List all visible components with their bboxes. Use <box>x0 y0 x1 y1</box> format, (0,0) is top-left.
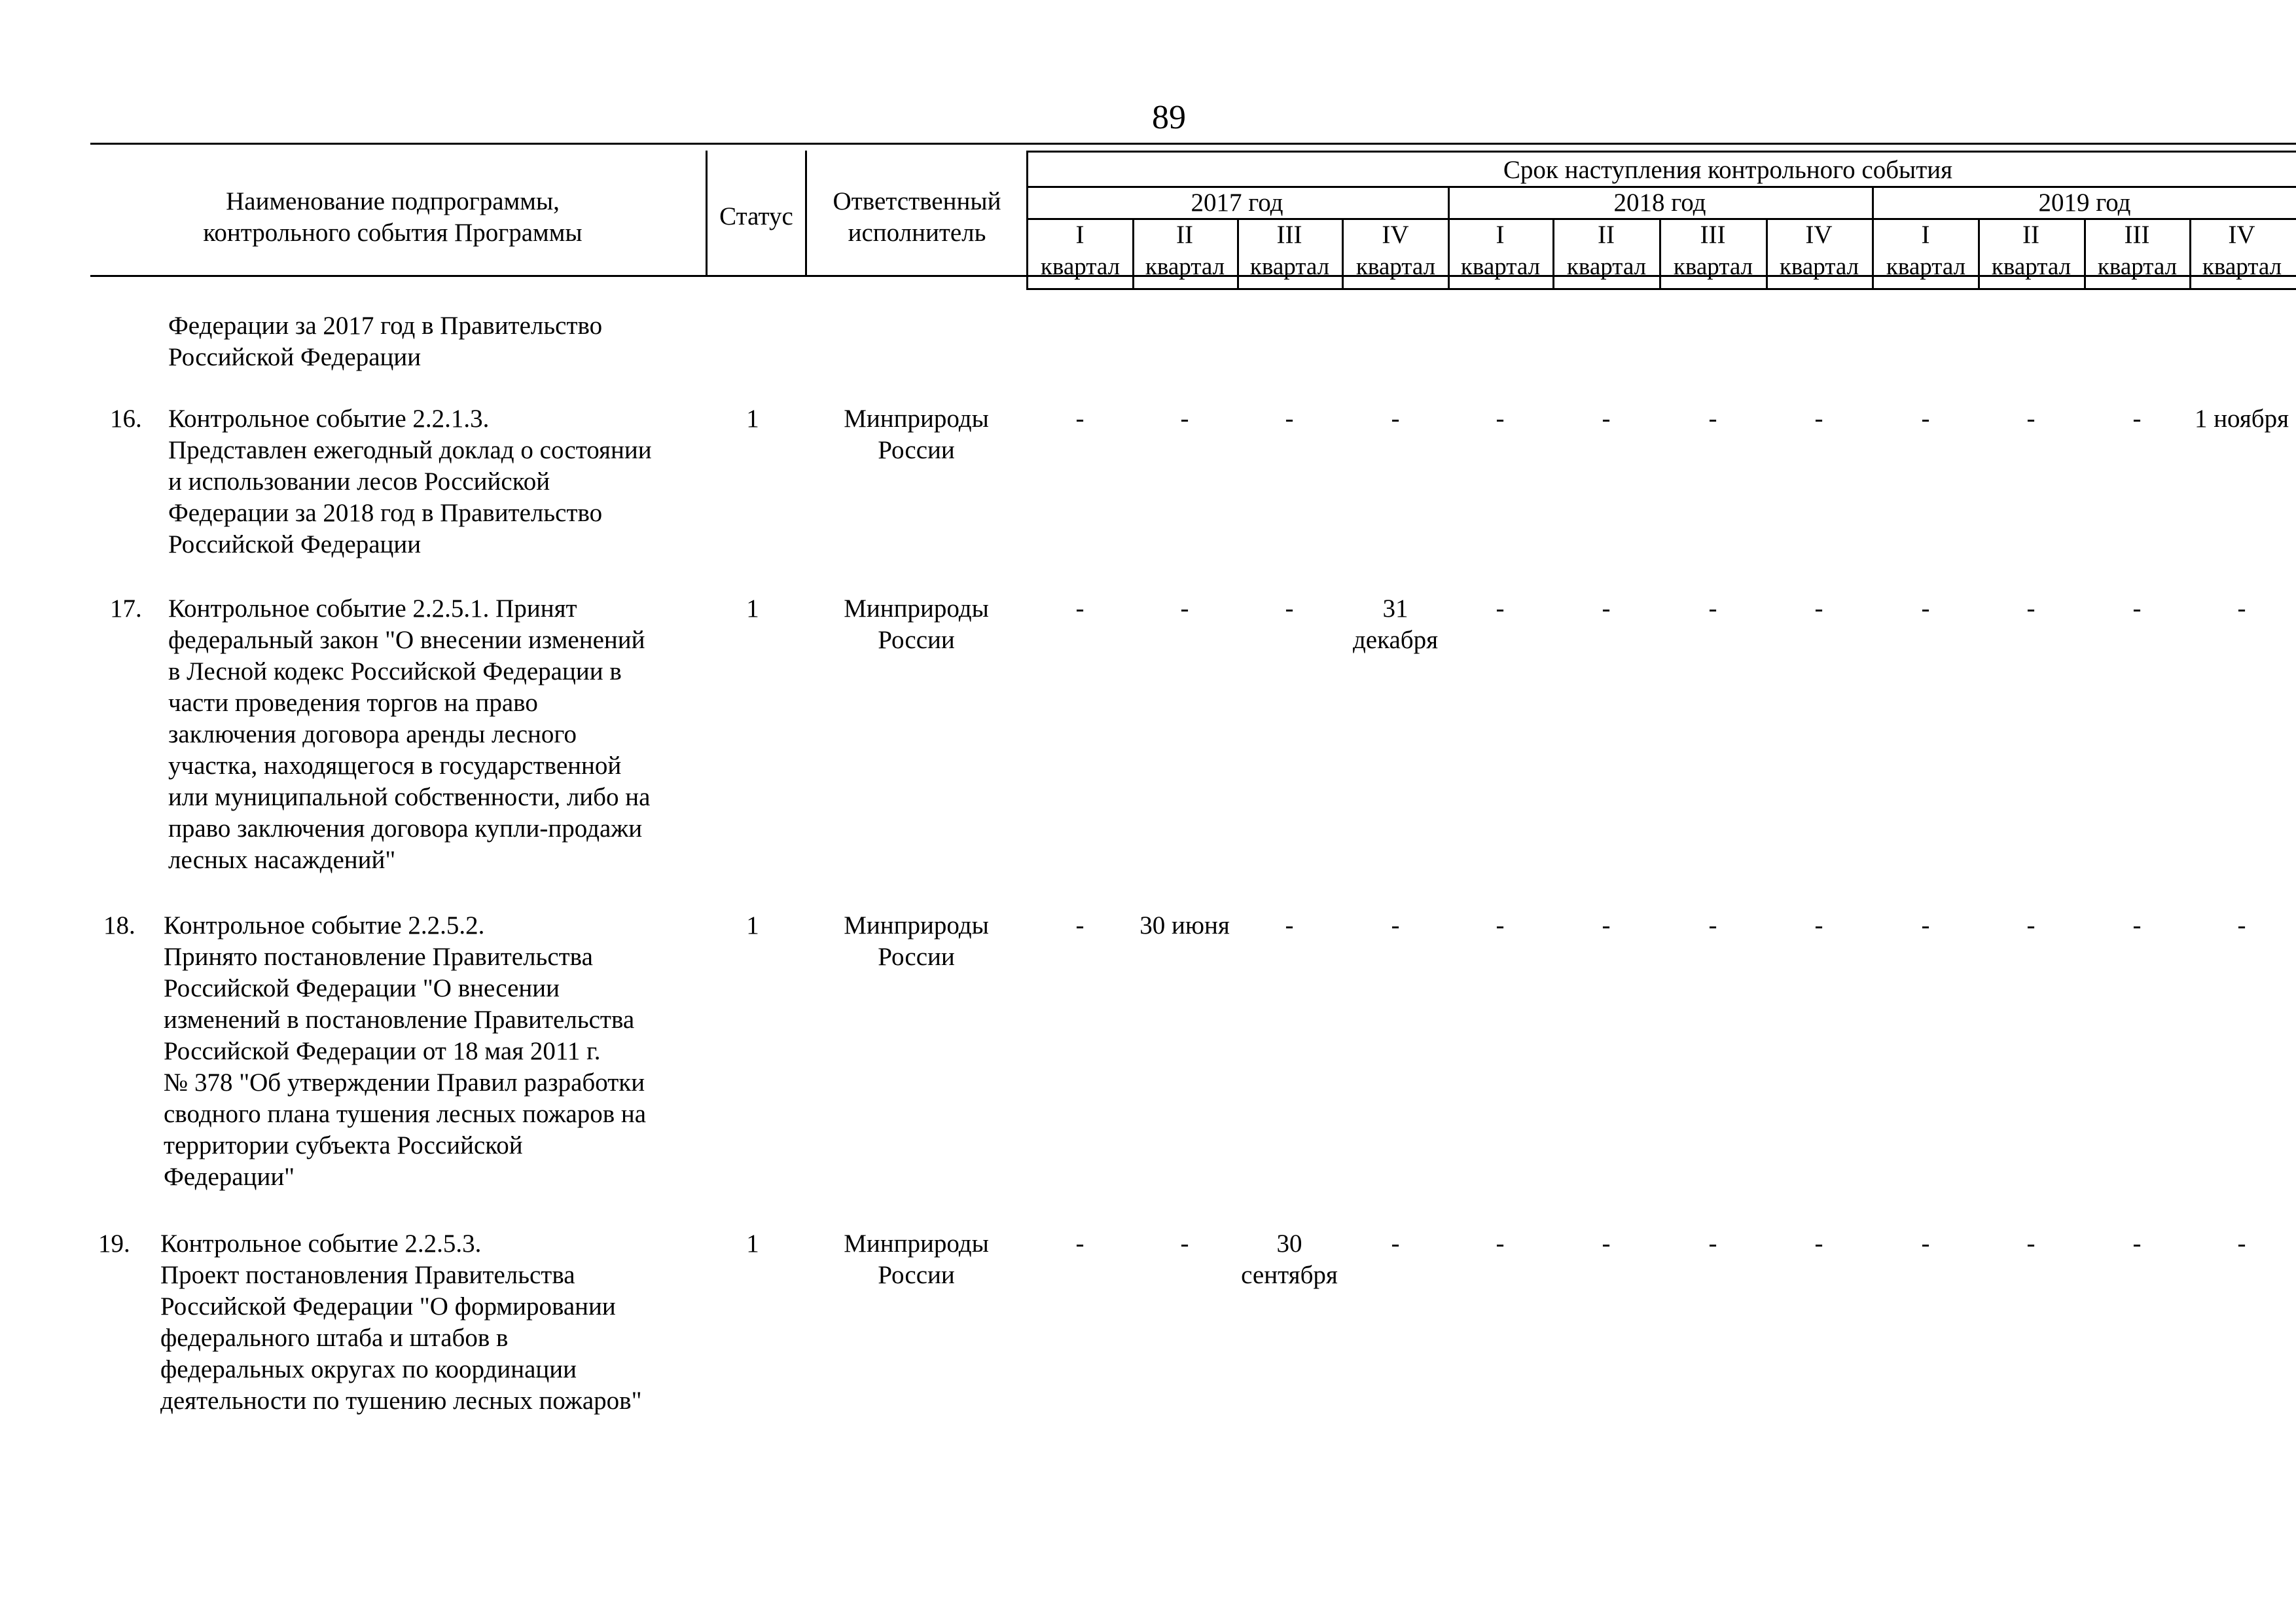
quarter-roman: IV <box>1382 221 1409 249</box>
text-line: Контрольное событие 2.2.1.3. <box>168 405 490 433</box>
quarter-deadline: - <box>1496 594 1505 623</box>
quarter-word: квартал <box>1991 253 2072 280</box>
text-line: Российской Федерации "О формировании <box>160 1292 616 1321</box>
quarter-deadline: 30 июня <box>1139 911 1230 939</box>
quarter-deadline: - <box>1180 594 1189 623</box>
quarter-deadline: - <box>1708 405 1717 433</box>
header-top-rule <box>90 143 2296 145</box>
header-year: 2019 год <box>2038 189 2131 217</box>
text-line: Проект постановления Правительства <box>160 1261 575 1289</box>
text-line: изменений в постановление Правительства <box>164 1006 635 1034</box>
quarter-deadline: - <box>1814 594 1823 623</box>
header-executor-col <box>809 186 1025 249</box>
quarter-deadline: - <box>1921 911 1930 939</box>
header-name-line: Наименование подпрограммы, <box>226 187 560 215</box>
status-value: 1 <box>746 1230 759 1258</box>
quarter-deadline: - <box>2026 1230 2036 1258</box>
row-number: 16. <box>110 405 142 433</box>
quarter-deadline: - <box>1496 405 1505 433</box>
quarter-word: квартал <box>1886 253 1966 280</box>
quarter-deadline: - <box>1496 911 1505 939</box>
quarter-deadline: - <box>2026 911 2036 939</box>
quarter-deadline: - <box>1075 405 1085 433</box>
text-line: Минприроды <box>844 594 989 623</box>
quarter-deadline: - <box>1180 405 1189 433</box>
quarter-roman: II <box>1598 221 1615 249</box>
executor-value <box>812 1228 1021 1291</box>
quarter-word: квартал <box>2202 253 2282 280</box>
quarter-roman: I <box>1075 221 1085 249</box>
text-line: Российской Федерации от 18 мая 2011 г. <box>164 1037 601 1065</box>
text-line: Минприроды <box>844 405 989 433</box>
quarter-deadline: - <box>2026 405 2036 433</box>
text-line: Российской Федерации "О внесении <box>164 974 560 1002</box>
quarter-word: квартал <box>1249 253 1330 280</box>
quarter-roman: III <box>1276 221 1302 249</box>
executor-value <box>812 403 1021 466</box>
text-line: части проведения торгов на право <box>168 689 538 717</box>
quarter-roman: II <box>2022 221 2039 249</box>
quarter-word: квартал <box>1566 253 1647 280</box>
quarter-deadline: - <box>2026 594 2036 623</box>
quarter-word: квартал <box>1673 253 1753 280</box>
quarter-word: квартал <box>1040 253 1121 280</box>
quarter-roman: IV <box>2228 221 2255 249</box>
quarter-deadline: - <box>1814 1230 1823 1258</box>
quarter-roman: IV <box>1805 221 1833 249</box>
quarter-deadline: - <box>1075 1230 1085 1258</box>
quarter-word: квартал <box>1460 253 1541 280</box>
text-line: Минприроды <box>844 911 989 939</box>
quarter-deadline: - <box>1814 911 1823 939</box>
quarter-deadline: - <box>2132 1230 2142 1258</box>
text-line: и использовании лесов Российской <box>168 467 550 496</box>
text-line: федеральных округах по координации <box>160 1355 577 1383</box>
quarter-word: квартал <box>1145 253 1225 280</box>
quarters-bottom-rule <box>1026 288 2296 290</box>
quarter-roman: III <box>1700 221 1726 249</box>
text-line: Российской Федерации <box>168 343 422 371</box>
quarter-roman: III <box>2124 221 2150 249</box>
text-line: Контрольное событие 2.2.5.3. <box>160 1230 482 1258</box>
text-line: Контрольное событие 2.2.5.2. <box>164 911 485 939</box>
quarter-word: квартал <box>1355 253 1436 280</box>
row-number: 17. <box>110 594 142 623</box>
text-line: деятельности по тушению лесных пожаров" <box>160 1387 642 1415</box>
header-name-line: контрольного события Программы <box>203 219 583 247</box>
quarter-word: квартал <box>2097 253 2178 280</box>
row-number: 19. <box>98 1230 130 1258</box>
quarter-deadline: - <box>1708 911 1717 939</box>
quarter-deadline: - <box>1708 594 1717 623</box>
status-value: 1 <box>746 405 759 433</box>
event-description <box>160 1228 642 1417</box>
text-line: в Лесной кодекс Российской Федерации в <box>168 657 622 685</box>
quarter-deadline: - <box>1391 405 1400 433</box>
header-year: 2018 год <box>1613 189 1706 217</box>
header-executor-line: Ответственный <box>833 187 1001 215</box>
text-line: или муниципальной собственности, либо на <box>168 783 651 811</box>
text-line: России <box>878 1261 955 1289</box>
quarter-deadline: - <box>1285 911 1294 939</box>
deadline-top-rule <box>1026 151 2296 153</box>
continuation-text <box>168 310 602 373</box>
executor-value <box>812 593 1021 656</box>
col-divider <box>706 151 708 276</box>
quarter-deadline: - <box>2237 594 2246 623</box>
quarter-deadline: - <box>1180 1230 1189 1258</box>
quarter-deadline: 31 декабря <box>1352 594 1439 654</box>
quarter-deadline: - <box>1075 594 1085 623</box>
quarter-deadline: - <box>2132 594 2142 623</box>
event-description <box>168 403 652 560</box>
quarter-deadline: 1 ноября <box>2194 405 2289 433</box>
quarter-deadline: - <box>1602 594 1611 623</box>
event-description <box>164 910 646 1193</box>
quarter-roman: I <box>1496 221 1505 249</box>
text-line: право заключения договора купли-продажи <box>168 814 643 843</box>
text-line: Федерации" <box>164 1163 295 1191</box>
quarter-deadline: - <box>1921 1230 1930 1258</box>
event-description <box>168 593 650 876</box>
quarter-deadline: - <box>2132 911 2142 939</box>
header-deadline-title: Срок наступления контрольного события <box>1503 156 1953 184</box>
header-name-col <box>157 186 628 249</box>
quarter-deadline: - <box>1921 405 1930 433</box>
quarter-deadline: - <box>1708 1230 1717 1258</box>
quarter-roman: II <box>1176 221 1193 249</box>
text-line: России <box>878 943 955 971</box>
text-line: Представлен ежегодный доклад о состоянии <box>168 436 652 464</box>
text-line: Федерации за 2017 год в Правительство <box>168 312 603 340</box>
quarter-deadline: - <box>1602 1230 1611 1258</box>
header-status-col: Статус <box>719 202 793 230</box>
text-line: России <box>878 436 955 464</box>
text-line: федерального штаба и штабов в <box>160 1324 509 1352</box>
status-value: 1 <box>746 911 759 939</box>
quarter-deadline: - <box>1285 594 1294 623</box>
quarter-deadline: - <box>1285 405 1294 433</box>
quarter-deadline: - <box>1496 1230 1505 1258</box>
text-line: Принято постановление Правительства <box>164 943 593 971</box>
quarter-deadline: - <box>1814 405 1823 433</box>
executor-value <box>812 910 1021 973</box>
quarter-deadline: - <box>1391 1230 1400 1258</box>
quarter-deadline: 30 сентября <box>1241 1230 1338 1289</box>
row-number: 18. <box>103 911 135 939</box>
page-number: 89 <box>1152 99 1186 136</box>
text-line: заключения договора аренды лесного <box>168 720 577 748</box>
text-line: Минприроды <box>844 1230 989 1258</box>
quarter-roman: I <box>1921 221 1930 249</box>
text-line: участка, находящегося в государственной <box>168 752 622 780</box>
quarter-deadline: - <box>1391 911 1400 939</box>
quarter-deadline: - <box>1075 911 1085 939</box>
quarter-deadline: - <box>1602 405 1611 433</box>
text-line: Федерации за 2018 год в Правительство <box>168 499 603 527</box>
quarter-word: квартал <box>1779 253 1859 280</box>
status-value: 1 <box>746 594 759 623</box>
header-year: 2017 год <box>1191 189 1283 217</box>
quarter-deadline: - <box>1602 911 1611 939</box>
text-line: России <box>878 626 955 654</box>
text-line: территории субъекта Российской <box>164 1131 523 1159</box>
text-line: № 378 "Об утверждении Правил разработки <box>164 1068 645 1097</box>
text-line: лесных насаждений" <box>168 846 396 874</box>
quarter-deadline: - <box>2237 1230 2246 1258</box>
quarter-deadline: - <box>2237 911 2246 939</box>
text-line: сводного плана тушения лесных пожаров на <box>164 1100 647 1128</box>
col-divider <box>805 151 807 276</box>
quarter-deadline: - <box>2132 405 2142 433</box>
header-executor-line: исполнитель <box>848 219 986 247</box>
text-line: федеральный закон "О внесении изменений <box>168 626 645 654</box>
text-line: Российской Федерации <box>168 530 422 558</box>
text-line: Контрольное событие 2.2.5.1. Принят <box>168 594 577 623</box>
quarter-deadline: - <box>1921 594 1930 623</box>
